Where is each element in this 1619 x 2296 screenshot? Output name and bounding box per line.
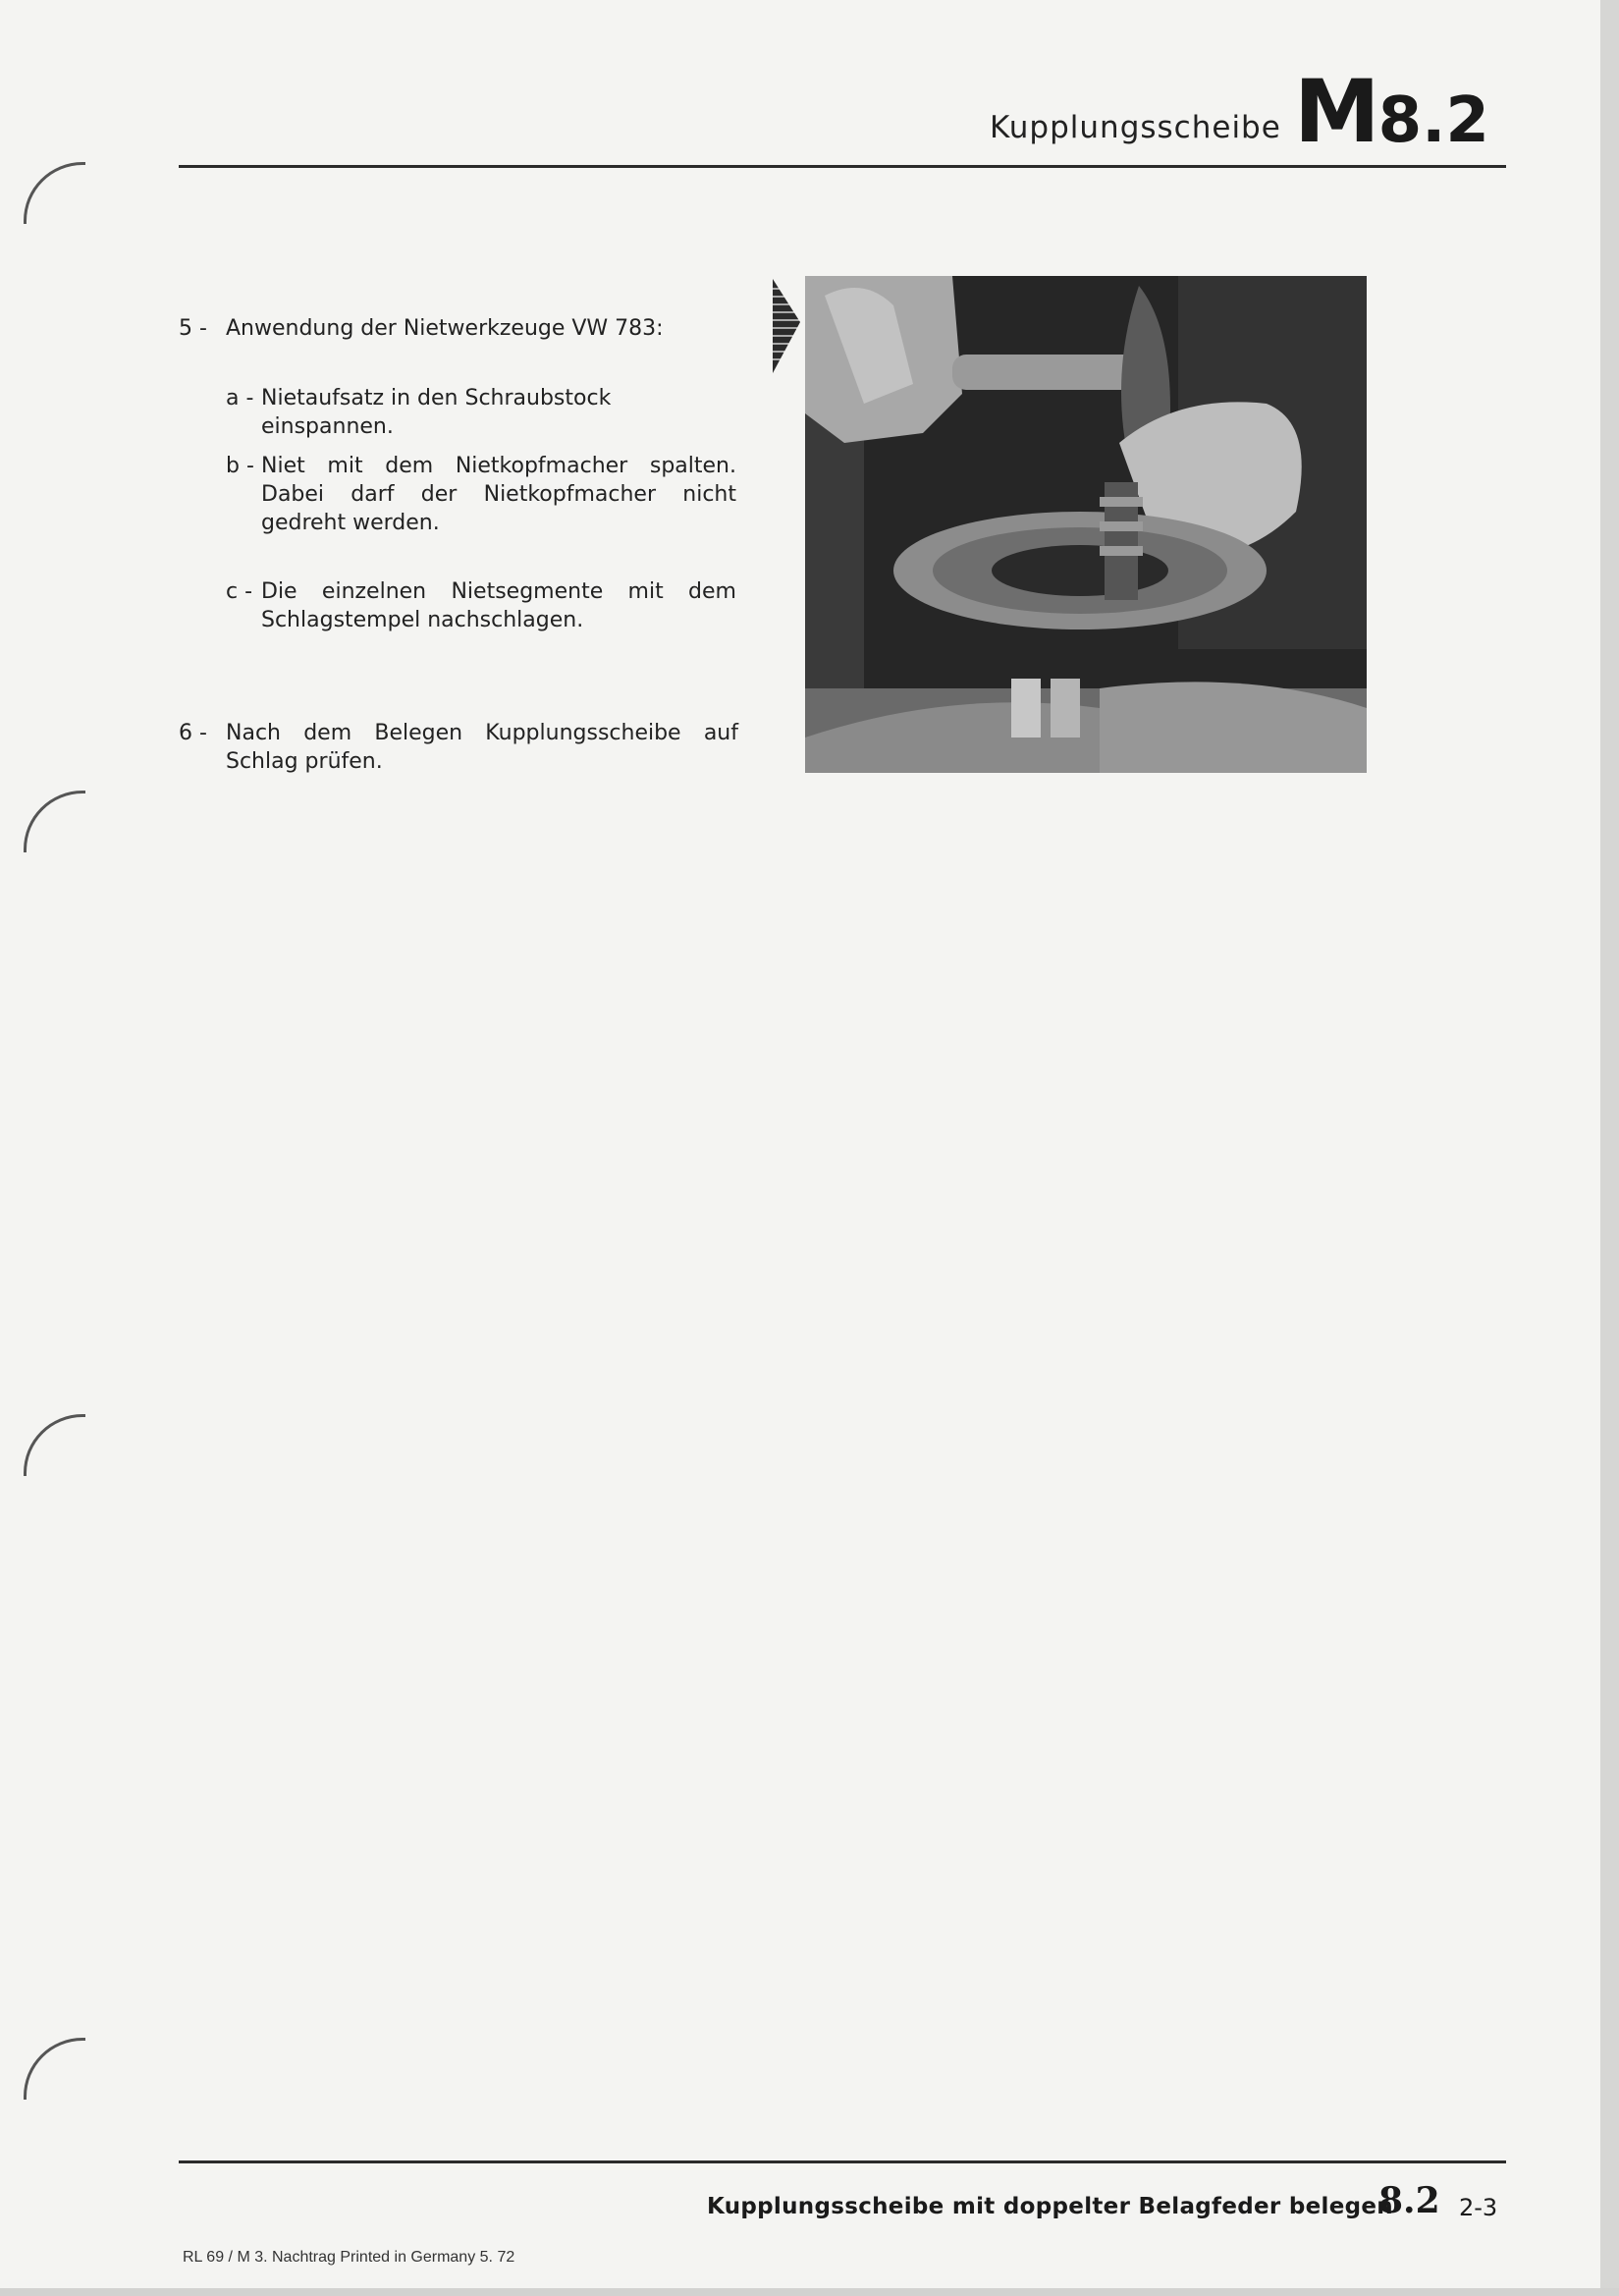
punch-hole [24,791,85,852]
substep-letter: b - [226,454,254,478]
substep-letter: c - [226,579,253,604]
step-text: Anwendung der Nietwerkzeuge VW 783: [226,316,664,341]
imprint-line: RL 69 / M 3. Nachtrag Printed in Germany 5. 72 [183,2249,515,2266]
substep-text: Niet mit dem Nietkopfmacher spalten. Dabei darf der Nietkopfmacher nicht gedreht werden. [261,454,736,535]
paper-edge [0,2288,1619,2296]
substep-text: Die einzelnen Nietsegmente mit dem Schlagstempel nachschlagen. [261,579,736,632]
punch-hole [24,1414,85,1476]
step-text: Nach dem Belegen Kupplungsscheibe auf Schlag prüfen. [226,721,738,774]
section-number: 8.2 [1377,84,1489,157]
footer-page-number: 2-3 [1459,2194,1498,2221]
section-letter: M [1294,61,1378,162]
substep-text: Nietaufsatz in den Schraubstock einspannen. [261,386,612,439]
section-mark [1294,61,1489,162]
pointer-arrow-icon [771,275,802,377]
step-number: 6 - [179,721,207,745]
riveting-photo [805,276,1367,773]
page-header-title: Kupplungsscheibe [990,110,1281,145]
punch-hole [24,2038,85,2100]
paper-edge [1600,0,1619,2296]
footer-section-number: 8.2 [1378,2180,1440,2221]
header-rule [179,165,1506,168]
footer-rule [179,2160,1506,2163]
punch-hole [24,162,85,224]
step-number: 5 - [179,316,207,341]
footer-title: Kupplungsscheibe mit doppelter Belagfeder belegen [707,2194,1393,2219]
substep-letter: a - [226,386,254,410]
